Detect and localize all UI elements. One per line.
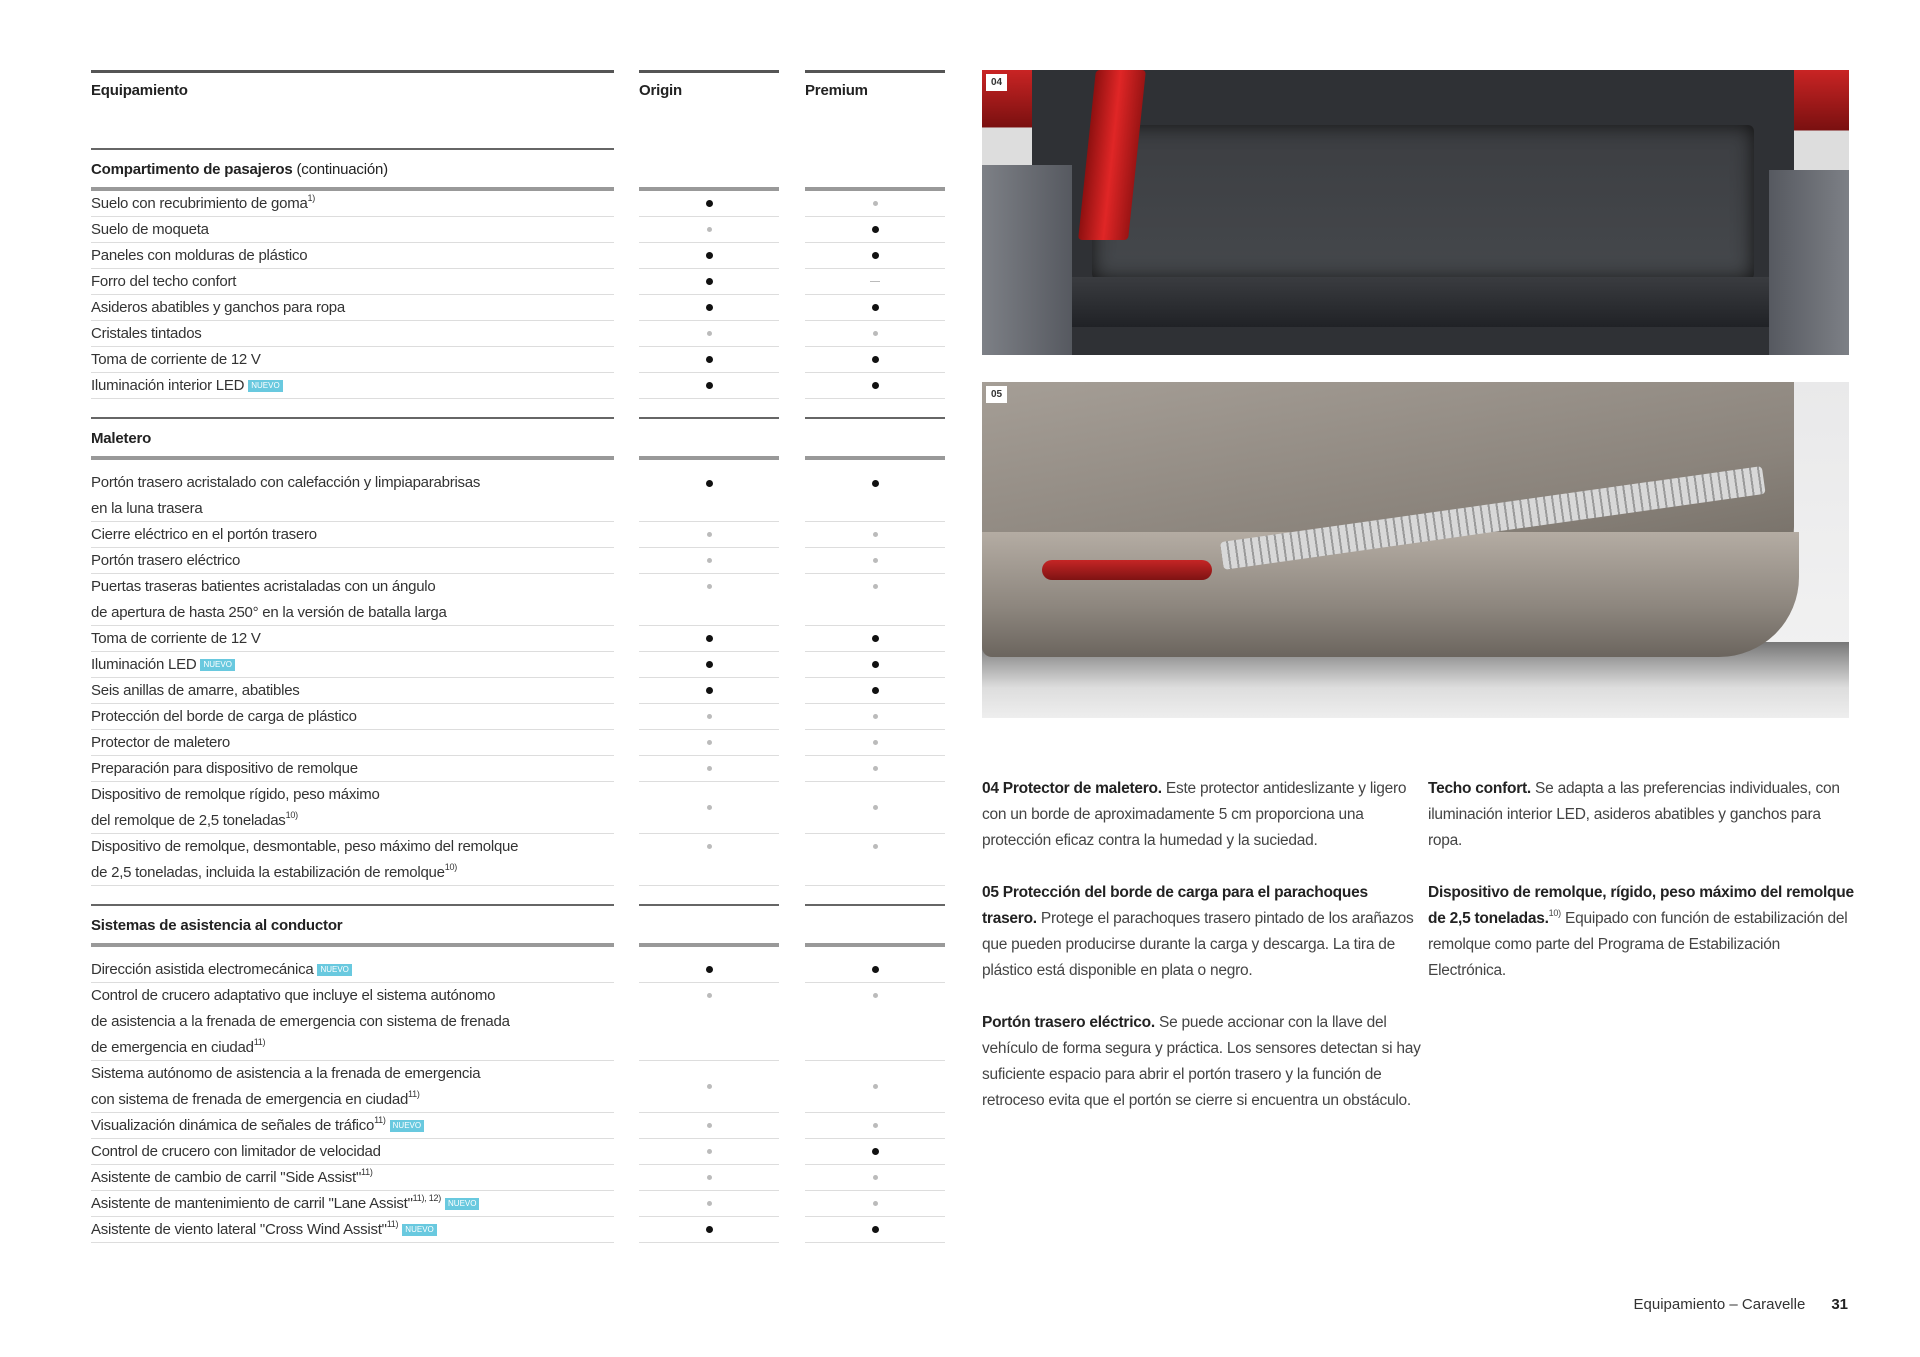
table-row [91,730,944,756]
table-row [91,1061,944,1113]
optional-dot-icon [873,766,878,771]
table-row [91,321,944,347]
standard-dot-icon [706,1226,713,1233]
optional-dot-icon [707,766,712,771]
premium-cell [805,626,945,652]
row-label: Portón trasero eléctrico [91,548,614,574]
standard-dot-icon [706,661,713,668]
row-label: Seis anillas de amarre, abatibles [91,678,614,704]
premium-cell [805,1165,945,1191]
premium-cell [805,983,945,1061]
optional-dot-icon [873,805,878,810]
table-row [91,470,944,522]
table-row [91,782,944,834]
footnote-ref: 10) [444,862,458,872]
premium-cell [805,470,945,522]
origin-cell [639,983,779,1061]
footnote-ref: 11) [374,1115,386,1125]
standard-dot-icon [872,356,879,363]
standard-dot-icon [706,635,713,642]
table-row [91,347,944,373]
optional-dot-icon [707,331,712,336]
table-row [91,957,944,983]
premium-cell [805,782,945,834]
row-label: Puertas traseras batientes acristaladas con un ángulo de apertura de hasta 250° en la versión de batalla larga [91,574,614,626]
header-origin: Origin [639,82,682,99]
table-row [91,1139,944,1165]
row-label: Dirección asistida electromecánica NUEVO [91,957,614,983]
standard-dot-icon [872,966,879,973]
caption-04: 04 Protector de maletero. Este protector antideslizante y ligero con un borde de aproximadamente 5 cm proporciona una protección eficaz contra la humedad y la suciedad. [982,780,1407,849]
table-row [91,1165,944,1191]
footnote-ref: 1) [307,193,316,203]
new-badge: NUEVO [390,1120,424,1132]
table-row [91,269,944,295]
table-row [91,522,944,548]
table-row [91,756,944,782]
optional-dot-icon [707,227,712,232]
photo-number: 05 [986,386,1007,403]
premium-cell [805,321,945,347]
table-row [91,574,944,626]
new-badge: NUEVO [317,964,351,976]
premium-cell [805,1139,945,1165]
standard-dot-icon [706,278,713,285]
premium-cell [805,522,945,548]
photo-trunk-protector [982,70,1849,355]
optional-dot-icon [707,584,712,589]
optional-dot-icon [707,844,712,849]
standard-dot-icon [872,226,879,233]
row-label: Suelo con recubrimiento de goma$^{1)}$ [91,191,614,217]
premium-cell [805,243,945,269]
optional-dot-icon [873,584,878,589]
optional-dot-icon [873,331,878,336]
standard-dot-icon [706,687,713,694]
premium-cell [805,217,945,243]
section-title: Compartimento de pasajeros (continuación) [91,148,614,187]
page-footer [1634,1296,1848,1313]
optional-dot-icon [707,1201,712,1206]
table-row [91,834,944,886]
premium-cell [805,834,945,886]
premium-cell [805,652,945,678]
premium-cell [805,191,945,217]
optional-dot-icon [707,1175,712,1180]
optional-dot-icon [873,201,878,206]
optional-dot-icon [873,558,878,563]
origin-cell [639,834,779,886]
table-row [91,191,944,217]
table-row [91,678,944,704]
premium-cell [805,373,945,399]
standard-dot-icon [872,687,879,694]
row-label: Dispositivo de remolque, desmontable, peso máximo del remolque de 2,5 toneladas, incluida la estabilización de remolque$^{10)}$ [91,834,614,886]
optional-dot-icon [873,844,878,849]
row-label: Forro del techo confort [91,269,614,295]
section-2 [91,904,944,1243]
new-badge: NUEVO [445,1198,479,1210]
optional-dot-icon [707,1149,712,1154]
footnote-ref: 11) [386,1219,399,1229]
premium-cell [805,1113,945,1139]
row-label: Toma de corriente de 12 V [91,347,614,373]
premium-cell [805,678,945,704]
table-row [91,1191,944,1217]
table-row [91,1113,944,1139]
table-row [91,1217,944,1243]
standard-dot-icon [872,1226,879,1233]
equipment-table [91,70,944,1243]
section-title: Sistemas de asistencia al conductor [91,904,614,943]
header-premium: Premium [805,82,868,99]
row-label: Asistente de cambio de carril "Side Assist"$^{11)}$ [91,1165,614,1191]
premium-cell [805,295,945,321]
not-available-dash-icon [870,281,880,282]
row-label: Toma de corriente de 12 V [91,626,614,652]
section-title: Maletero [91,417,614,456]
origin-cell [639,470,779,522]
new-badge: NUEVO [200,659,234,671]
footer-section: Equipamiento – Caravelle [1633,1296,1806,1313]
optional-dot-icon [707,532,712,537]
origin-cell [639,1113,779,1139]
standard-dot-icon [706,252,713,259]
origin-cell [639,243,779,269]
optional-dot-icon [707,558,712,563]
optional-dot-icon [707,1123,712,1128]
row-label: Protector de maletero [91,730,614,756]
optional-dot-icon [707,740,712,745]
row-label: Asistente de viento lateral "Cross Wind Assist"$^{11)}$NUEVO [91,1217,614,1243]
origin-cell [639,730,779,756]
origin-cell [639,548,779,574]
standard-dot-icon [706,304,713,311]
optional-dot-icon [707,1084,712,1089]
table-row [91,626,944,652]
table-row [91,295,944,321]
origin-cell [639,1217,779,1243]
premium-cell [805,1217,945,1243]
footnote-ref: 11) [253,1037,266,1047]
table-row [91,217,944,243]
standard-dot-icon [872,480,879,487]
optional-dot-icon [873,1175,878,1180]
caption-column-1 [982,776,1422,1140]
row-label: Visualización dinámica de señales de tráfico$^{11)}$NUEVO [91,1113,614,1139]
section-0 [91,148,944,399]
premium-cell [805,1061,945,1113]
row-label: Dispositivo de remolque rígido, peso máximo del remolque de 2,5 toneladas$^{10)}$ [91,782,614,834]
origin-cell [639,321,779,347]
caption-towbar: Dispositivo de remolque, rígido, peso máximo del remolque de 2,5 toneladas.$^{10)}$ Equipado con función de estabilización del remolque como parte del Programa de Estabilización Electrónica. [1428,884,1854,979]
row-label: Sistema autónomo de asistencia a la frenada de emergencia con sistema de frenada de emergencia en ciudad$^{11)}$ [91,1061,614,1113]
optional-dot-icon [873,532,878,537]
row-label: Control de crucero adaptativo que incluye el sistema autónomo de asistencia a la frenada de emergencia con sistema de frenada de emergencia en ciudad$^{11)}$ [91,983,614,1061]
optional-dot-icon [873,1084,878,1089]
standard-dot-icon [872,1148,879,1155]
standard-dot-icon [872,635,879,642]
table-row [91,243,944,269]
standard-dot-icon [706,382,713,389]
standard-dot-icon [706,480,713,487]
premium-cell [805,730,945,756]
row-label: Iluminación LED NUEVO [91,652,614,678]
origin-cell [639,704,779,730]
standard-dot-icon [706,356,713,363]
table-row [91,548,944,574]
optional-dot-icon [707,993,712,998]
footnote-ref: 11) [408,1089,420,1099]
origin-cell [639,678,779,704]
premium-cell [805,347,945,373]
row-label: Cierre eléctrico en el portón trasero [91,522,614,548]
row-label: Portón trasero acristalado con calefacción y limpiaparabrisas en la luna trasera [91,470,614,522]
photo-number: 04 [986,74,1007,91]
premium-cell [805,1191,945,1217]
origin-cell [639,1165,779,1191]
origin-cell [639,191,779,217]
table-row [91,652,944,678]
row-label: Preparación para dispositivo de remolque [91,756,614,782]
footnote-ref: 11), 12) [412,1193,442,1203]
page-number: 31 [1831,1296,1848,1313]
origin-cell [639,269,779,295]
origin-cell [639,957,779,983]
premium-cell [805,548,945,574]
origin-cell [639,347,779,373]
origin-cell [639,1061,779,1113]
standard-dot-icon [872,304,879,311]
origin-cell [639,756,779,782]
row-label: Asistente de mantenimiento de carril "Lane Assist"$^{11), 12)}$NUEVO [91,1191,614,1217]
origin-cell [639,574,779,626]
origin-cell [639,217,779,243]
origin-cell [639,652,779,678]
standard-dot-icon [872,382,879,389]
premium-cell [805,574,945,626]
row-label: Asideros abatibles y ganchos para ropa [91,295,614,321]
premium-cell [805,756,945,782]
section-1 [91,417,944,886]
standard-dot-icon [706,200,713,207]
new-badge: NUEVO [248,380,282,392]
optional-dot-icon [873,1123,878,1128]
optional-dot-icon [707,714,712,719]
standard-dot-icon [872,661,879,668]
caption-comfort-roof: Techo confort. Se adapta a las preferencias individuales, con iluminación interior LED, asideros abatibles y ganchos para ropa. [1428,780,1840,849]
optional-dot-icon [873,714,878,719]
photo-bumper-protection [982,382,1849,718]
new-badge: NUEVO [402,1224,436,1236]
footnote-ref: 11) [361,1167,373,1177]
premium-cell [805,957,945,983]
standard-dot-icon [872,252,879,259]
premium-cell [805,269,945,295]
table-row [91,373,944,399]
standard-dot-icon [706,966,713,973]
row-label: Cristales tintados [91,321,614,347]
origin-cell [639,626,779,652]
row-label: Iluminación interior LED NUEVO [91,373,614,399]
header-equipment: Equipamiento [91,82,188,99]
row-label: Suelo de moqueta [91,217,614,243]
footnote-ref: 10) [285,810,298,820]
row-label: Control de crucero con limitador de velocidad [91,1139,614,1165]
caption-column-2 [1428,776,1858,1010]
premium-cell [805,704,945,730]
origin-cell [639,1139,779,1165]
row-label: Protección del borde de carga de plástico [91,704,614,730]
origin-cell [639,295,779,321]
origin-cell [639,522,779,548]
origin-cell [639,373,779,399]
origin-cell [639,782,779,834]
caption-power-tailgate: Portón trasero eléctrico. Se puede accionar con la llave del vehículo de forma segura y práctica. Los sensores detectan si hay suficiente espacio para abrir el portón trasero y la función de retroceso evita que el portón se cierre si encuentra un obstáculo. [982,1014,1421,1109]
origin-cell [639,1191,779,1217]
table-row [91,983,944,1061]
caption-05: 05 Protección del borde de carga para el parachoques trasero. Protege el parachoques trasero pintado de los arañazos que pueden producirse durante la carga y descarga. La tira de plástico está disponible en plata o negro. [982,884,1414,979]
optional-dot-icon [707,805,712,810]
table-header [91,70,944,148]
table-row [91,704,944,730]
row-label: Paneles con molduras de plástico [91,243,614,269]
optional-dot-icon [873,993,878,998]
optional-dot-icon [873,740,878,745]
optional-dot-icon [873,1201,878,1206]
